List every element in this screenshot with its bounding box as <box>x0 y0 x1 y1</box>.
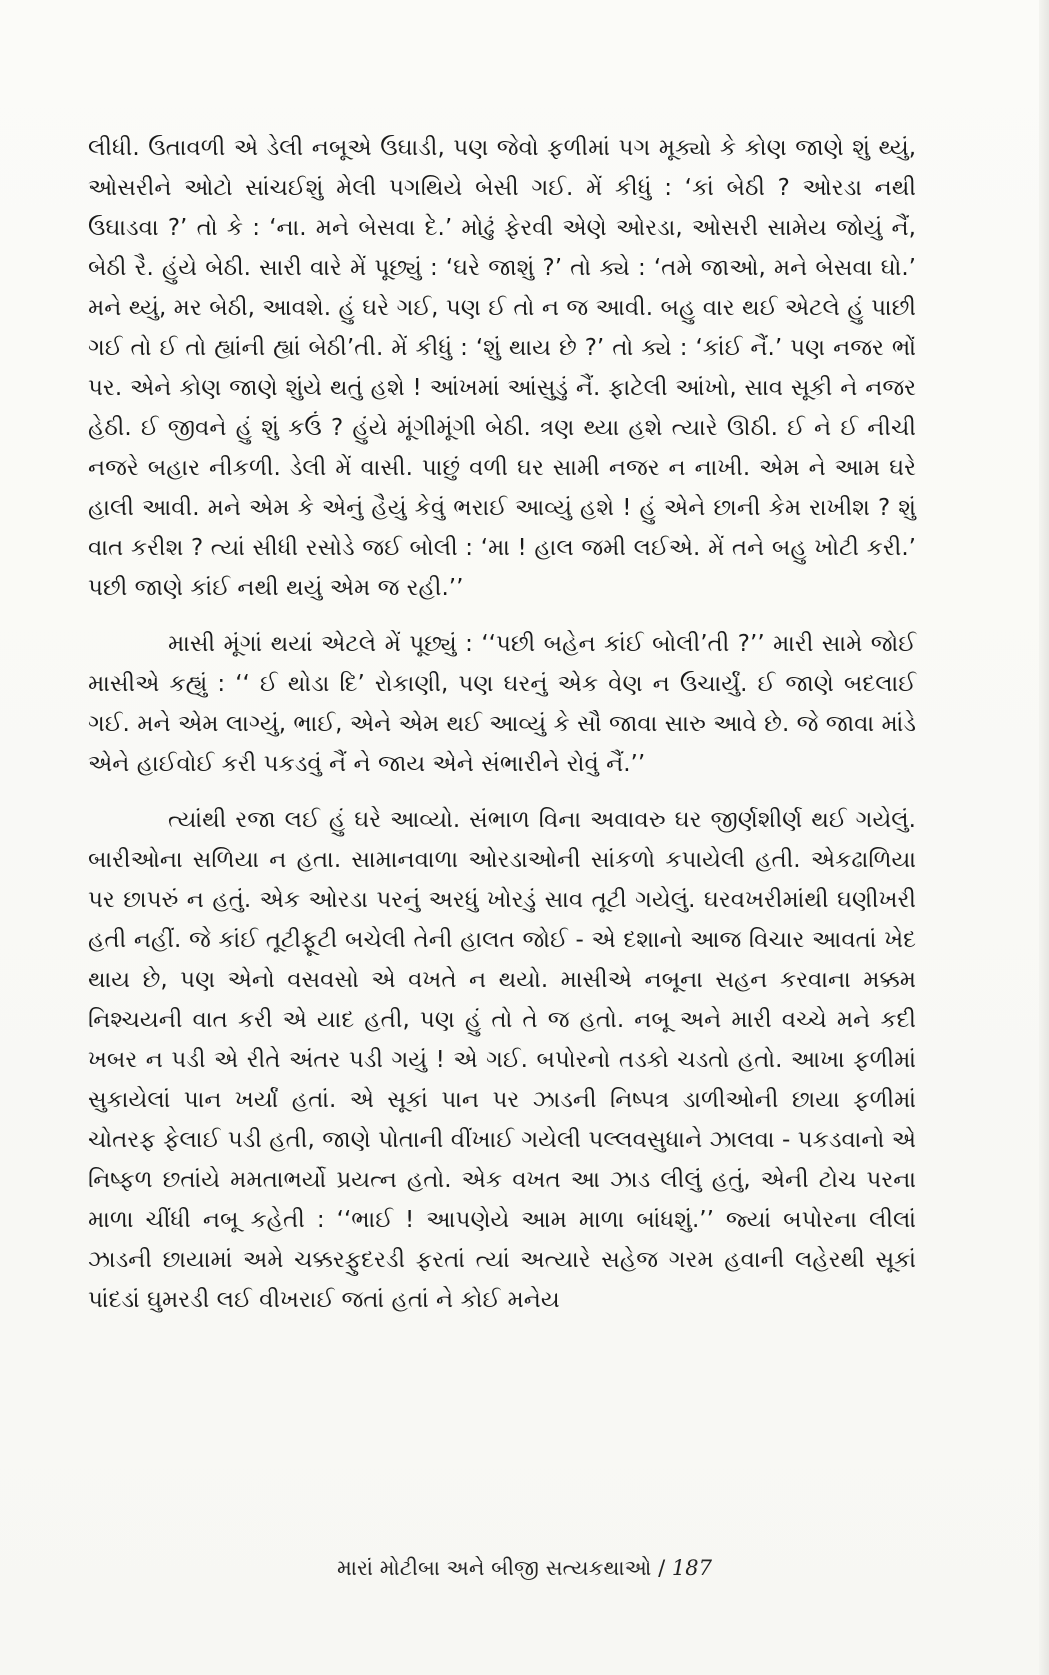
paragraph-1: લીધી. ઉતાવળી એ ડેલી નબૂએ ઉઘાડી, પણ જેવો ફળીમાં પગ મૂક્યો કે કોણ જાણે શું થ્યું, ઓસરીને ઓટો સાંચઈશું મેલી પગથિયે બેસી ગઈ. મેં કીધું : ‘કાં બેઠી ? ઓરડા નથી ઉઘાડવા ?’ તો કે : ‘ના. મને બેસવા દે.’ મોઢું ફેરવી એણે ઓરડા, ઓસરી સામેય જોયું નૈં, બેઠી રૈ. હુંયે બેઠી. સારી વારે મેં પૂછ્યું : ‘ઘરે જાશું ?’ તો ક્યે : ‘તમે જાઓ, મને બેસવા ઘો.’ મને થ્યું, મર બેઠી, આવશે. હું ઘરે ગઈ, પણ ઈ તો ન જ આવી. બહુ વાર થઈ એટલે હું પાછી ગઈ તો ઈ તો હ્યાંની હ્યાં બેઠી’તી. મેં કીધું : ‘શું થાય છે ?’ તો ક્યે : ‘કાંઈ નૈં.’ પણ નજર ભોં પર. એને કોણ જાણે શુંયે થતું હશે ! આંખમાં આંસુડું નૈં. ફાટેલી આંખો, સાવ સૂકી ને નજર હેઠી. ઈ જીવને હું શું કઉં ? હુંયે મૂંગીમૂંગી બેઠી. ત્રણ થ્યા હશે ત્યારે ઊઠી. ઈ ને ઈ નીચી નજરે બહાર નીકળી. ડેલી મેં વાસી. પાછું વળી ઘર સામી નજર ન નાખી. એમ ને આમ ઘરે હાલી આવી. મને એમ કે એનું હૈયું કેવું ભરાઈ આવ્યું હશે ! હું એને છાની કેમ રાખીશ ? શું વાત કરીશ ? ત્યાં સીધી રસોડે જઈ બોલી : ‘મા ! હાલ જમી લઈએ. મેં તને બહુ ખોટી કરી.’ પછી જાણે કાંઈ નથી થયું એમ જ રહી.’’ <box>88 135 916 601</box>
page-number: 187 <box>671 1556 712 1580</box>
page-footer <box>0 1556 1049 1581</box>
page-edge-shadow <box>1039 0 1049 1675</box>
paragraph-spacer <box>88 784 916 800</box>
paragraph-3: ત્યાંથી રજા લઈ હું ઘરે આવ્યો. સંભાળ વિના અવાવરુ ઘર જીર્ણશીર્ણ થઈ ગયેલું. બારીઓના સળિયા ન હતા. સામાનવાળા ઓરડાઓની સાંકળો કપાયેલી હતી. એકઢાળિયા પર છાપરું ન હતું. એક ઓરડા પરનું અરધું ખોરડું સાવ તૂટી ગયેલું. ઘરવખરીમાંથી ઘણીખરી હતી નહીં. જે કાંઈ તૂટીફૂટી બચેલી તેની હાલત જોઈ - એ દશાનો આજ વિચાર આવતાં ખેદ થાય છે, પણ એનો વસવસો એ વખતે ન થયો. માસીએ નબૂના સહન કરવાના મક્કમ નિશ્ચયની વાત કરી એ યાદ હતી, પણ હું તો તે જ હતો. નબૂ અને મારી વચ્ચે મને કદી ખબર ન પડી એ રીતે અંતર પડી ગયું ! એ ગઈ. બપોરનો તડકો ચડતો હતો. આખા ફળીમાં સુકાયેલાં પાન ખર્યાં હતાં. એ સૂકાં પાન પર ઝાડની નિષ્પત્ર ડાળીઓની છાયા ફળીમાં ચોતરફ ફેલાઈ પડી હતી, જાણે પોતાની વીંખાઈ ગયેલી પલ્લવસુધાને ઝાલવા - પકડવાનો એ નિષ્ફળ છતાંયે મમતાભર્યો પ્રયત્ન હતો. એક વખત આ ઝાડ લીલું હતું, એની ટોચ પરના માળા ચીંધી નબૂ કહેતી : ‘‘ભાઈ ! આપણેયે આમ માળા બાંધશું.’’ જ્યાં બપોરના લીલાં ઝાડની છાયામાં અમે ચક્કરફુદરડી ફરતાં ત્યાં અત્યારે સહેજ ગરમ હવાની લહેરથી સૂકાં પાંદડાં ઘુમરડી લઈ વીખરાઈ જતાં હતાં ને કોઈ મનેય <box>88 807 916 1313</box>
page-body-text <box>88 128 916 1320</box>
footer-separator: / <box>658 1556 666 1580</box>
footer-book-title: મારાં મોટીબા અને બીજી સત્યકથાઓ <box>337 1556 652 1580</box>
paragraph-2: માસી મૂંગાં થયાં એટલે મેં પૂછ્યું : ‘‘પછી બહેન કાંઈ બોલી’તી ?’’ મારી સામે જોઈ માસીએ કહ્યું : ‘‘ ઈ થોડા દિ’ રોકાણી, પણ ઘરનું એક વેણ ન ઉચાર્યું. ઈ જાણે બદલાઈ ગઈ. મને એમ લાગ્યું, ભાઈ, એને એમ થઈ આવ્યું કે સૌ જાવા સારુ આવે છે. જે જાવા માંડે એને હાઈવોઈ કરી પકડવું નૈં ને જાય એને સંભારીને રોવું નૈં.’’ <box>88 631 916 777</box>
paragraph-spacer <box>88 608 916 624</box>
